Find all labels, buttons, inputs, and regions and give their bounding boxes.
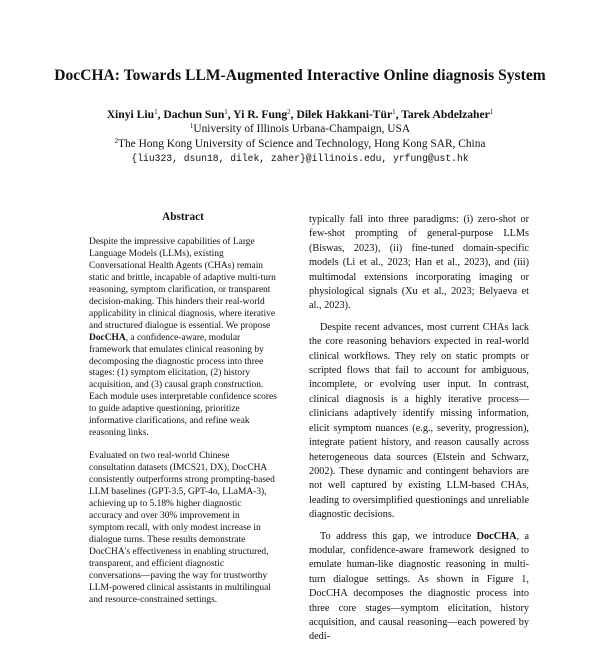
author-name: Dilek Hakkani-Tür: [296, 108, 393, 121]
affiliation-1: [0, 123, 600, 135]
author-name: Yi R. Fung: [233, 108, 288, 121]
abstract-body: [89, 237, 277, 618]
introduction-column: [309, 213, 529, 652]
text-run: Despite the impressive capabilities of Large Language Models (LLMs), existing Conversational Health Agents (CHAs) remain static and brittle, incapable of adaptive multi-turn reasoning, symptom clarification, or transparent decision-making. This hinders their real-world applicability in clinical diagnosis, where iterative and structured dialogue is essential. We propose: [89, 237, 276, 331]
author-emails: {liu323, dsun18, dilek, zaher}@illinois.edu, yrfung@ust.hk: [131, 153, 469, 164]
abstract-paragraph-2: Evaluated on two real-world Chinese consultation datasets (IMCS21, DX), DocCHA consistently outperforms strong prompting-based LLM baselines (GPT-3.5, GPT-4o, LLaMA-3), achieving up to 5.18% higher diagnostic accuracy and over 30% improvement in symptom recall, with only modest increase in dialogue turns. These results demonstrate DocCHA's effectiveness in enabling structured, transparent, and efficient diagnostic conversations—paving the way for trustworthy LLM-powered clinical assistants in multilingual and resource-constrained settings.: [89, 451, 275, 605]
abstract-paragraph-1: [89, 237, 277, 440]
affiliation-text: The Hong Kong University of Science and Technology, Hong Kong SAR, China: [118, 138, 486, 150]
author-name: Tarek Abdelzaher: [401, 108, 490, 121]
abstract-heading: Abstract: [162, 211, 204, 223]
affiliation-mark: 1: [489, 108, 494, 116]
text-run: To address this gap, we introduce: [320, 530, 477, 542]
affiliation-mark: 2: [114, 137, 119, 145]
author-list: Xinyi Liu$^1$, Dachun Sun$^1$, Yi R. Fung$^2$, Dilek Hakkani-Tür$^1$, Tarek Abdelzaher$^1$: [106, 108, 494, 121]
body-paragraph-2: Despite recent advances, most current CHAs lack the core reasoning behaviors expected in real-world clinical workflows. They rely on static prompts or scripted flows that fail to account for ambiguous, incomplete, or evolving user input. In contrast, clinical diagnosis is a highly iterative process—clinicians adaptively identify missing information, elicit symptom nuances (e.g., severity, progression), integrate patient history, and reason causally across heterogeneous data sources (Elstein and Schwarz, 2002). These dynamic and contingent behaviors are not well captured by existing LLM-based CHAs, leading to oversimplified questionings and unreliable diagnostic decisions.: [309, 321, 529, 521]
author-name: Xinyi Liu: [106, 108, 155, 121]
affiliation-mark: 1: [224, 108, 228, 116]
body-paragraph-3: [309, 530, 529, 645]
method-name: DocCHA: [89, 332, 126, 343]
method-name: DocCHA: [476, 530, 517, 542]
body-paragraph-1: typically fall into three paradigms: (i) zero-shot or few-shot prompting of general-purpose LLMs (Biswas, 2023), (ii) fine-tuned domain-specific models (Li et al., 2023; Han et al., 2023), and (iii) multimodal extensions incorporating imaging or physiological signals (Xu et al., 2023; Belyaeva et al., 2023).: [309, 214, 529, 312]
author-name: Dachun Sun: [163, 108, 225, 121]
text-run: , a confidence-aware, modular framework that emulates clinical reasoning by decomposing the diagnostic process into three stages: (1) symptom elicitation, (2) history acquisition, and (3) causal graph construction. Each module uses interpretable confidence scores to guide adaptive questioning, prioritize informative clarifications, and refine weak reasoning links.: [89, 332, 277, 439]
affiliation-mark: 1: [189, 122, 194, 130]
paper-title: DocCHA: Towards LLM-Augmented Interactive Online diagnosis System: [54, 67, 546, 84]
affiliation-mark: 1: [154, 108, 158, 116]
text-run: , a modular, confidence-aware framework designed to emulate human-like diagnostic reasoning in multi-turn dialogue settings. As shown in Figure 1, DocCHA decomposes the diagnostic process into three core stages—symptom elicitation, history acquisition, and causal reasoning—each powered by dedi-: [309, 530, 529, 643]
affiliation-mark: 1: [392, 108, 396, 116]
affiliation-2: [0, 138, 600, 150]
affiliation-mark: 2: [287, 108, 291, 116]
affiliation-text: University of Illinois Urbana-Champaign, USA: [193, 123, 411, 135]
